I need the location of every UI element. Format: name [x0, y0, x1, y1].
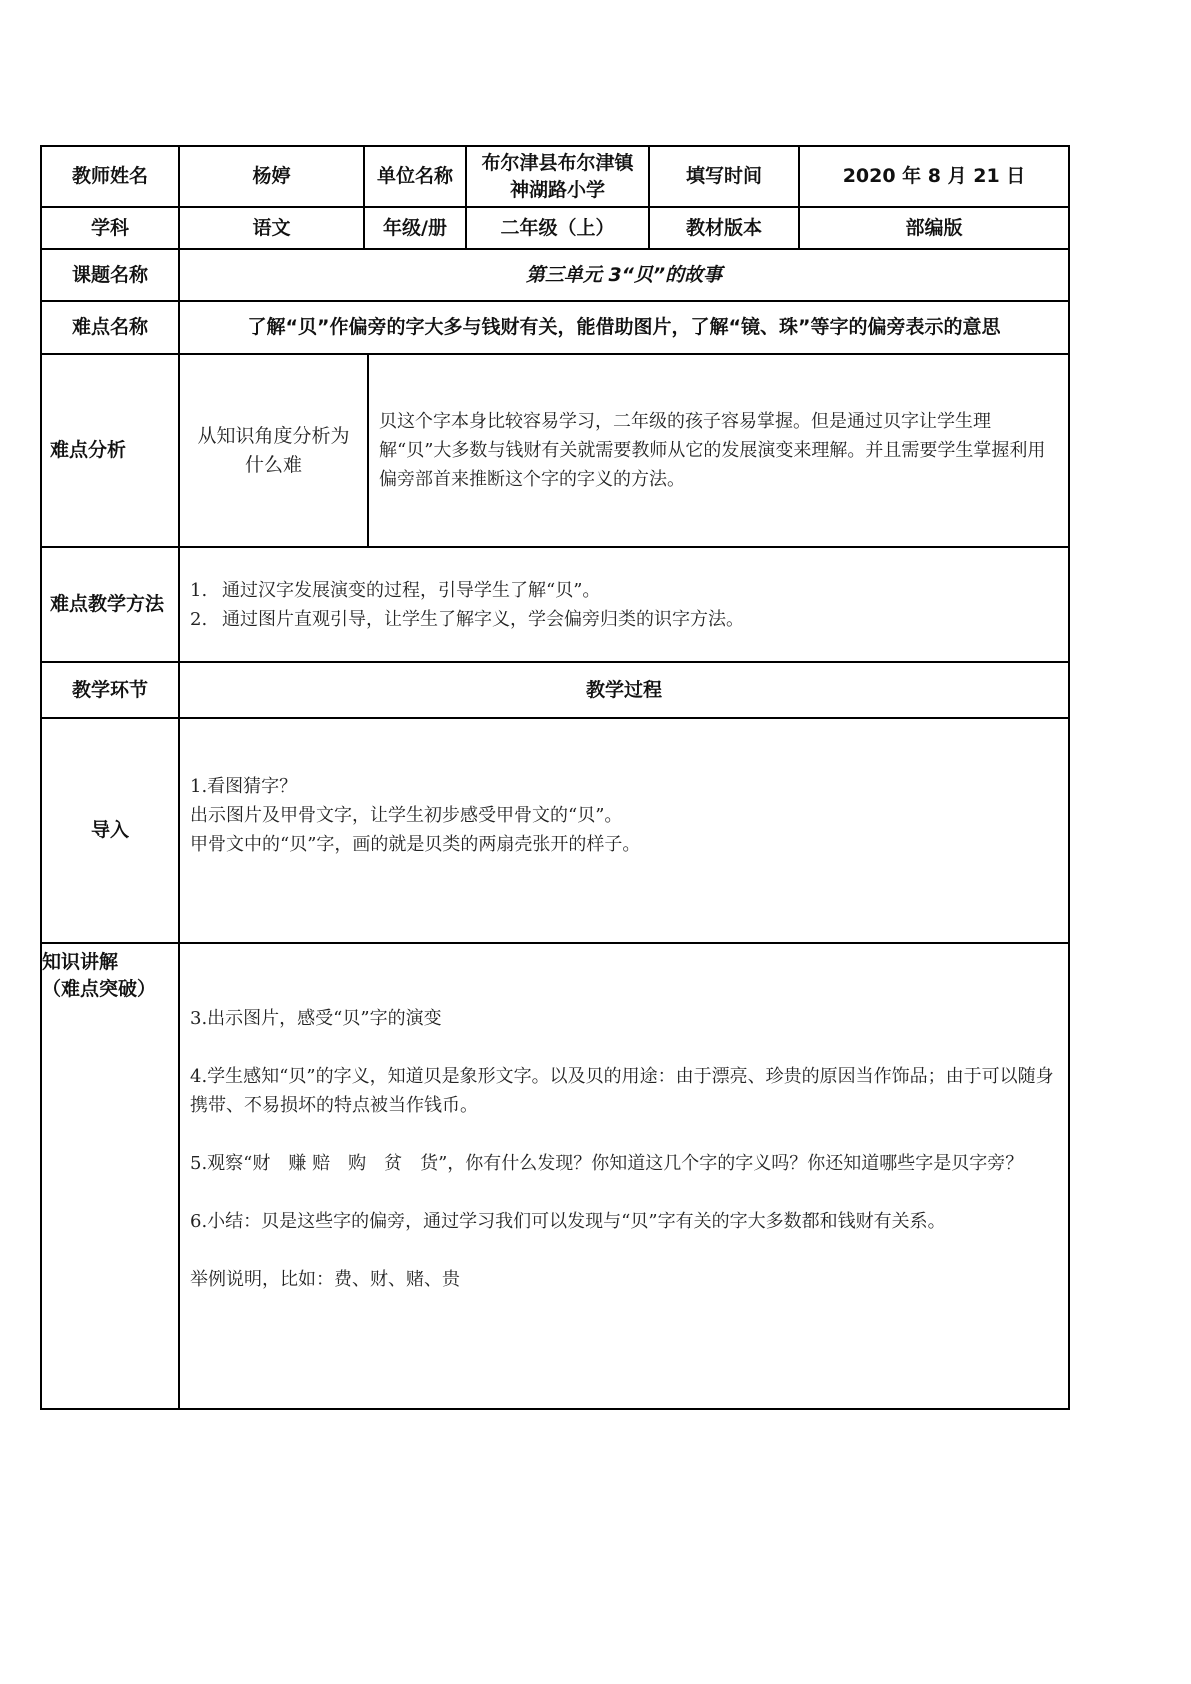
- list-item: 2. 通过图片直观引导，让学生了解字义，学会偏旁归类的识字方法。: [190, 608, 744, 630]
- difficulty-value: 了解“贝”作偏旁的字大多与钱财有关，能借助图片，了解“镜、珠”等字的偏旁表示的意思: [247, 316, 1001, 338]
- methods-list: [190, 548, 1060, 661]
- fill-date-label: 填写时间: [685, 165, 762, 187]
- unit-name-label: 单位名称: [376, 165, 453, 187]
- intro-line: 甲骨文中的“贝”字，画的就是贝类的两扇壳张开的样子。: [190, 834, 641, 855]
- row-divider: [40, 942, 1070, 944]
- analysis-col-divider: [367, 353, 369, 548]
- table-border-bottom: [40, 1408, 1070, 1410]
- teacher-name-label: 教师姓名: [71, 165, 148, 187]
- list-item: 1. 通过汉字发展演变的过程，引导学生了解“贝”。: [190, 579, 601, 601]
- knowledge-paragraph: 6.小结：贝是这些字的偏旁，通过学习我们可以发现与“贝”字有关的字大多数都和钱财有关系。: [190, 1211, 946, 1232]
- knowledge-label-line2: （难点突破）: [42, 978, 157, 1000]
- unit-name-line1: 布尔津县布尔津镇: [481, 151, 634, 174]
- knowledge-paragraph: 举例说明，比如：费、财、赌、贵: [190, 1269, 460, 1290]
- knowledge-content: [190, 1004, 1058, 1294]
- analysis-sub-label-line2: 什么难: [244, 453, 302, 476]
- row-divider: [40, 717, 1070, 719]
- subject-label: 学科: [90, 216, 129, 239]
- topic-value: 第三单元 3“贝”的故事: [525, 263, 723, 286]
- analysis-label: 难点分析: [50, 439, 127, 461]
- intro-label: 导入: [90, 819, 129, 841]
- unit-name-value: [467, 147, 648, 206]
- teacher-name-value: 杨婷: [252, 165, 291, 187]
- knowledge-paragraph: 4.学生感知“贝”的字义，知道贝是象形文字。以及贝的用途：由于漂亮、珍贵的原因当作饰品；由于可以随身携带、不易损坏的特点被当作钱币。: [190, 1066, 1054, 1116]
- table-border-right: [1068, 145, 1070, 1410]
- process-header: 教学过程: [585, 678, 662, 701]
- knowledge-paragraph: 3.出示图片，感受“贝”字的演变: [190, 1008, 442, 1029]
- edition-value: 部编版: [905, 216, 963, 239]
- knowledge-label-line1: 知识讲解: [42, 951, 119, 973]
- analysis-text: 贝这个字本身比较容易学习，二年级的孩子容易掌握。但是通过贝字让学生理解“贝”大多数与钱财有关就需要教师从它的发展演变来理解。并且需要学生掌握利用偏旁部首来推断这个字的字义的方法。: [379, 411, 1046, 490]
- edition-label: 教材版本: [685, 216, 762, 239]
- analysis-sub-label: [180, 355, 367, 546]
- knowledge-paragraph: 5.观察“财 赚 赔 购 贫 货”，你有什么发现？你知道这几个字的字义吗？你还知道哪些字是贝字旁？: [190, 1153, 1024, 1174]
- analysis-sub-label-line1: 从知识角度分析为: [197, 424, 350, 447]
- intro-content: [190, 772, 1060, 859]
- fill-date-value: 2020 年 8 月 21 日: [842, 165, 1026, 187]
- subject-value: 语文: [252, 216, 291, 239]
- knowledge-label: [42, 946, 178, 1006]
- intro-line: 出示图片及甲骨文字，让学生初步感受甲骨文的“贝”。: [190, 805, 623, 826]
- methods-label: 难点教学方法: [50, 593, 165, 615]
- process-step-label: 教学环节: [71, 678, 148, 701]
- grade-label: 年级/册: [383, 216, 447, 239]
- topic-label: 课题名称: [71, 263, 148, 286]
- unit-name-line2: 神湖路小学: [509, 178, 605, 201]
- intro-line: 1.看图猜字？: [190, 776, 298, 797]
- difficulty-label: 难点名称: [71, 316, 148, 338]
- grade-value: 二年级（上）: [500, 216, 615, 239]
